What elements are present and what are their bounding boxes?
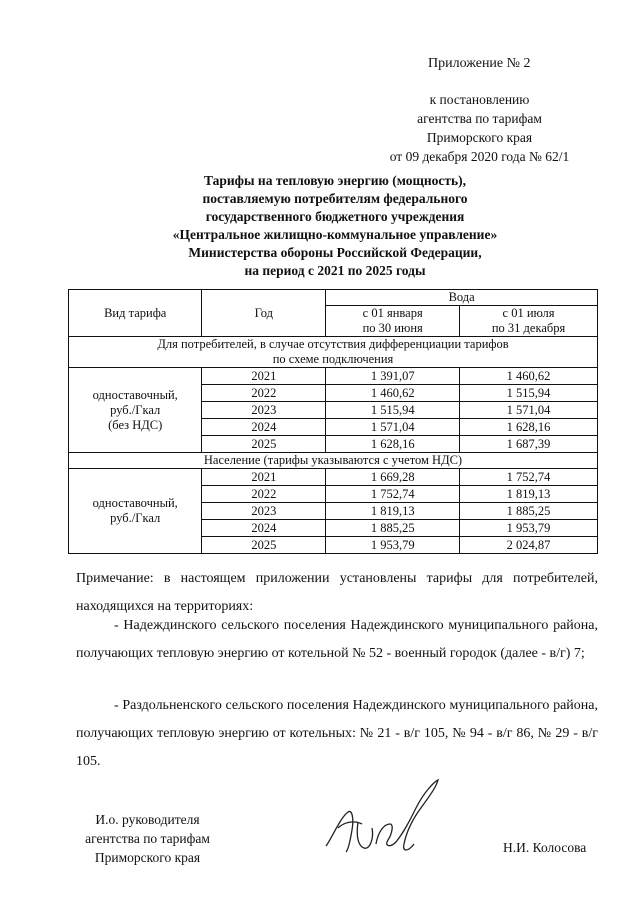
tariff-h2-cell: 1 819,13 xyxy=(460,486,598,503)
table-row xyxy=(69,368,598,385)
tariff-h1-cell: 1 752,74 xyxy=(326,486,460,503)
tariff-h2-cell: 1 628,16 xyxy=(460,419,598,436)
tariff-h1-cell: 1 628,16 xyxy=(326,436,460,453)
note-item-nadezhdinskoe: - Надеждинского сельского поселения Надеждинского муниципального района, получающих тепловую энергию от котельной № 52 - военный городок (далее - в/г) 7; xyxy=(76,618,598,661)
signer-position-line: Приморского края xyxy=(94,850,201,865)
tariff-h2-cell: 1 752,74 xyxy=(460,469,598,486)
header-tariff-type: Вид тарифа xyxy=(69,290,202,337)
year-cell: 2025 xyxy=(202,436,326,453)
year-cell: 2023 xyxy=(202,503,326,520)
title-line: Министерства обороны Российской Федерации, xyxy=(188,245,482,260)
tariff-type-line: руб./Гкал xyxy=(110,511,161,525)
tariff-h2-cell: 1 571,04 xyxy=(460,402,598,419)
header-first-half-line: с 01 января xyxy=(362,306,423,320)
tariff-h1-cell: 1 515,94 xyxy=(326,402,460,419)
resolution-ref-line: агентства по тарифам xyxy=(417,111,542,126)
header-first-half-line: по 30 июня xyxy=(362,321,423,335)
tariff-type-cell xyxy=(69,469,202,554)
tariff-type-line: руб./Гкал xyxy=(110,402,161,417)
tariff-h1-cell: 1 571,04 xyxy=(326,419,460,436)
title-line: «Центральное жилищно-коммунальное управление» xyxy=(172,227,498,242)
tariff-h1-cell: 1 669,28 xyxy=(326,469,460,486)
year-cell: 2021 xyxy=(202,368,326,385)
title-line: поставляемую потребителям федерального xyxy=(202,191,468,206)
resolution-ref-line: от 09 декабря 2020 года № 62/1 xyxy=(389,149,570,164)
title-line: Тарифы на тепловую энергию (мощность), xyxy=(203,173,467,188)
tariff-h1-cell: 1 885,25 xyxy=(326,520,460,537)
resolution-ref-line: к постановлению xyxy=(429,92,530,107)
note-item-razdolnenskoe: - Раздольненского сельского поселения Надеждинского муниципального района, получающих тепловую энергию от котельных: № 21 - в/г 105, № 94 - в/г 86, № 29 - в/г 105. xyxy=(76,698,598,769)
tariff-h2-cell: 1 460,62 xyxy=(460,368,598,385)
header-second-half xyxy=(460,306,598,337)
signer-position-line: И.о. руководителя xyxy=(95,812,200,827)
signer-position-line: агентства по тарифам xyxy=(85,831,210,846)
tariff-h1-cell: 1 819,13 xyxy=(326,503,460,520)
resolution-reference xyxy=(372,90,587,166)
year-cell: 2022 xyxy=(202,385,326,402)
tariff-type-line: одноставочный, xyxy=(92,387,178,402)
title-line: государственного бюджетного учреждения xyxy=(205,209,465,224)
signer-name: Н.И. Колосова xyxy=(503,840,587,855)
year-cell: 2023 xyxy=(202,402,326,419)
section-heading-row xyxy=(69,337,598,368)
section-heading-line: по схеме подключения xyxy=(272,352,394,366)
header-second-half-line: с 01 июля xyxy=(502,306,555,320)
section-heading-line: Население (тарифы указываются с учетом НДС) xyxy=(203,453,463,467)
document-title xyxy=(100,172,570,280)
header-second-half-line: по 31 декабря xyxy=(491,321,566,335)
year-cell: 2022 xyxy=(202,486,326,503)
year-cell: 2021 xyxy=(202,469,326,486)
resolution-ref-line: Приморского края xyxy=(426,130,533,145)
section-heading xyxy=(69,337,598,368)
tariff-h1-cell: 1 391,07 xyxy=(326,368,460,385)
year-cell: 2024 xyxy=(202,520,326,537)
tariff-h2-cell: 1 953,79 xyxy=(460,520,598,537)
tariff-h2-cell: 1 885,25 xyxy=(460,503,598,520)
year-cell: 2025 xyxy=(202,537,326,554)
signer-position xyxy=(60,810,235,867)
table-row xyxy=(69,469,598,486)
title-line: на период с 2021 по 2025 годы xyxy=(244,263,426,278)
tariff-h1-cell: 1 460,62 xyxy=(326,385,460,402)
year-cell: 2024 xyxy=(202,419,326,436)
tariff-type-cell xyxy=(69,368,202,453)
tariff-h2-cell: 2 024,87 xyxy=(460,537,598,554)
header-year: Год xyxy=(202,290,326,337)
tariff-h2-cell: 1 687,39 xyxy=(460,436,598,453)
tariff-type-line: одноставочный, xyxy=(92,496,178,510)
table-header-row xyxy=(69,290,598,306)
section-heading-row xyxy=(69,453,598,469)
tariff-h1-cell: 1 953,79 xyxy=(326,537,460,554)
section-heading-line: Для потребителей, в случае отсутствия дифференциации тарифов xyxy=(157,337,509,351)
handwritten-signature xyxy=(318,778,448,868)
section-heading xyxy=(69,453,598,469)
tariff-table xyxy=(68,289,598,554)
appendix-title: Приложение № 2 xyxy=(428,56,531,71)
tariff-type-line: (без НДС) xyxy=(108,417,163,432)
note-intro: Примечание: в настоящем приложении установлены тарифы для потребителей, находящихся на территориях: xyxy=(76,571,598,614)
header-water: Вода xyxy=(326,290,598,306)
tariff-h2-cell: 1 515,94 xyxy=(460,385,598,402)
header-first-half xyxy=(326,306,460,337)
